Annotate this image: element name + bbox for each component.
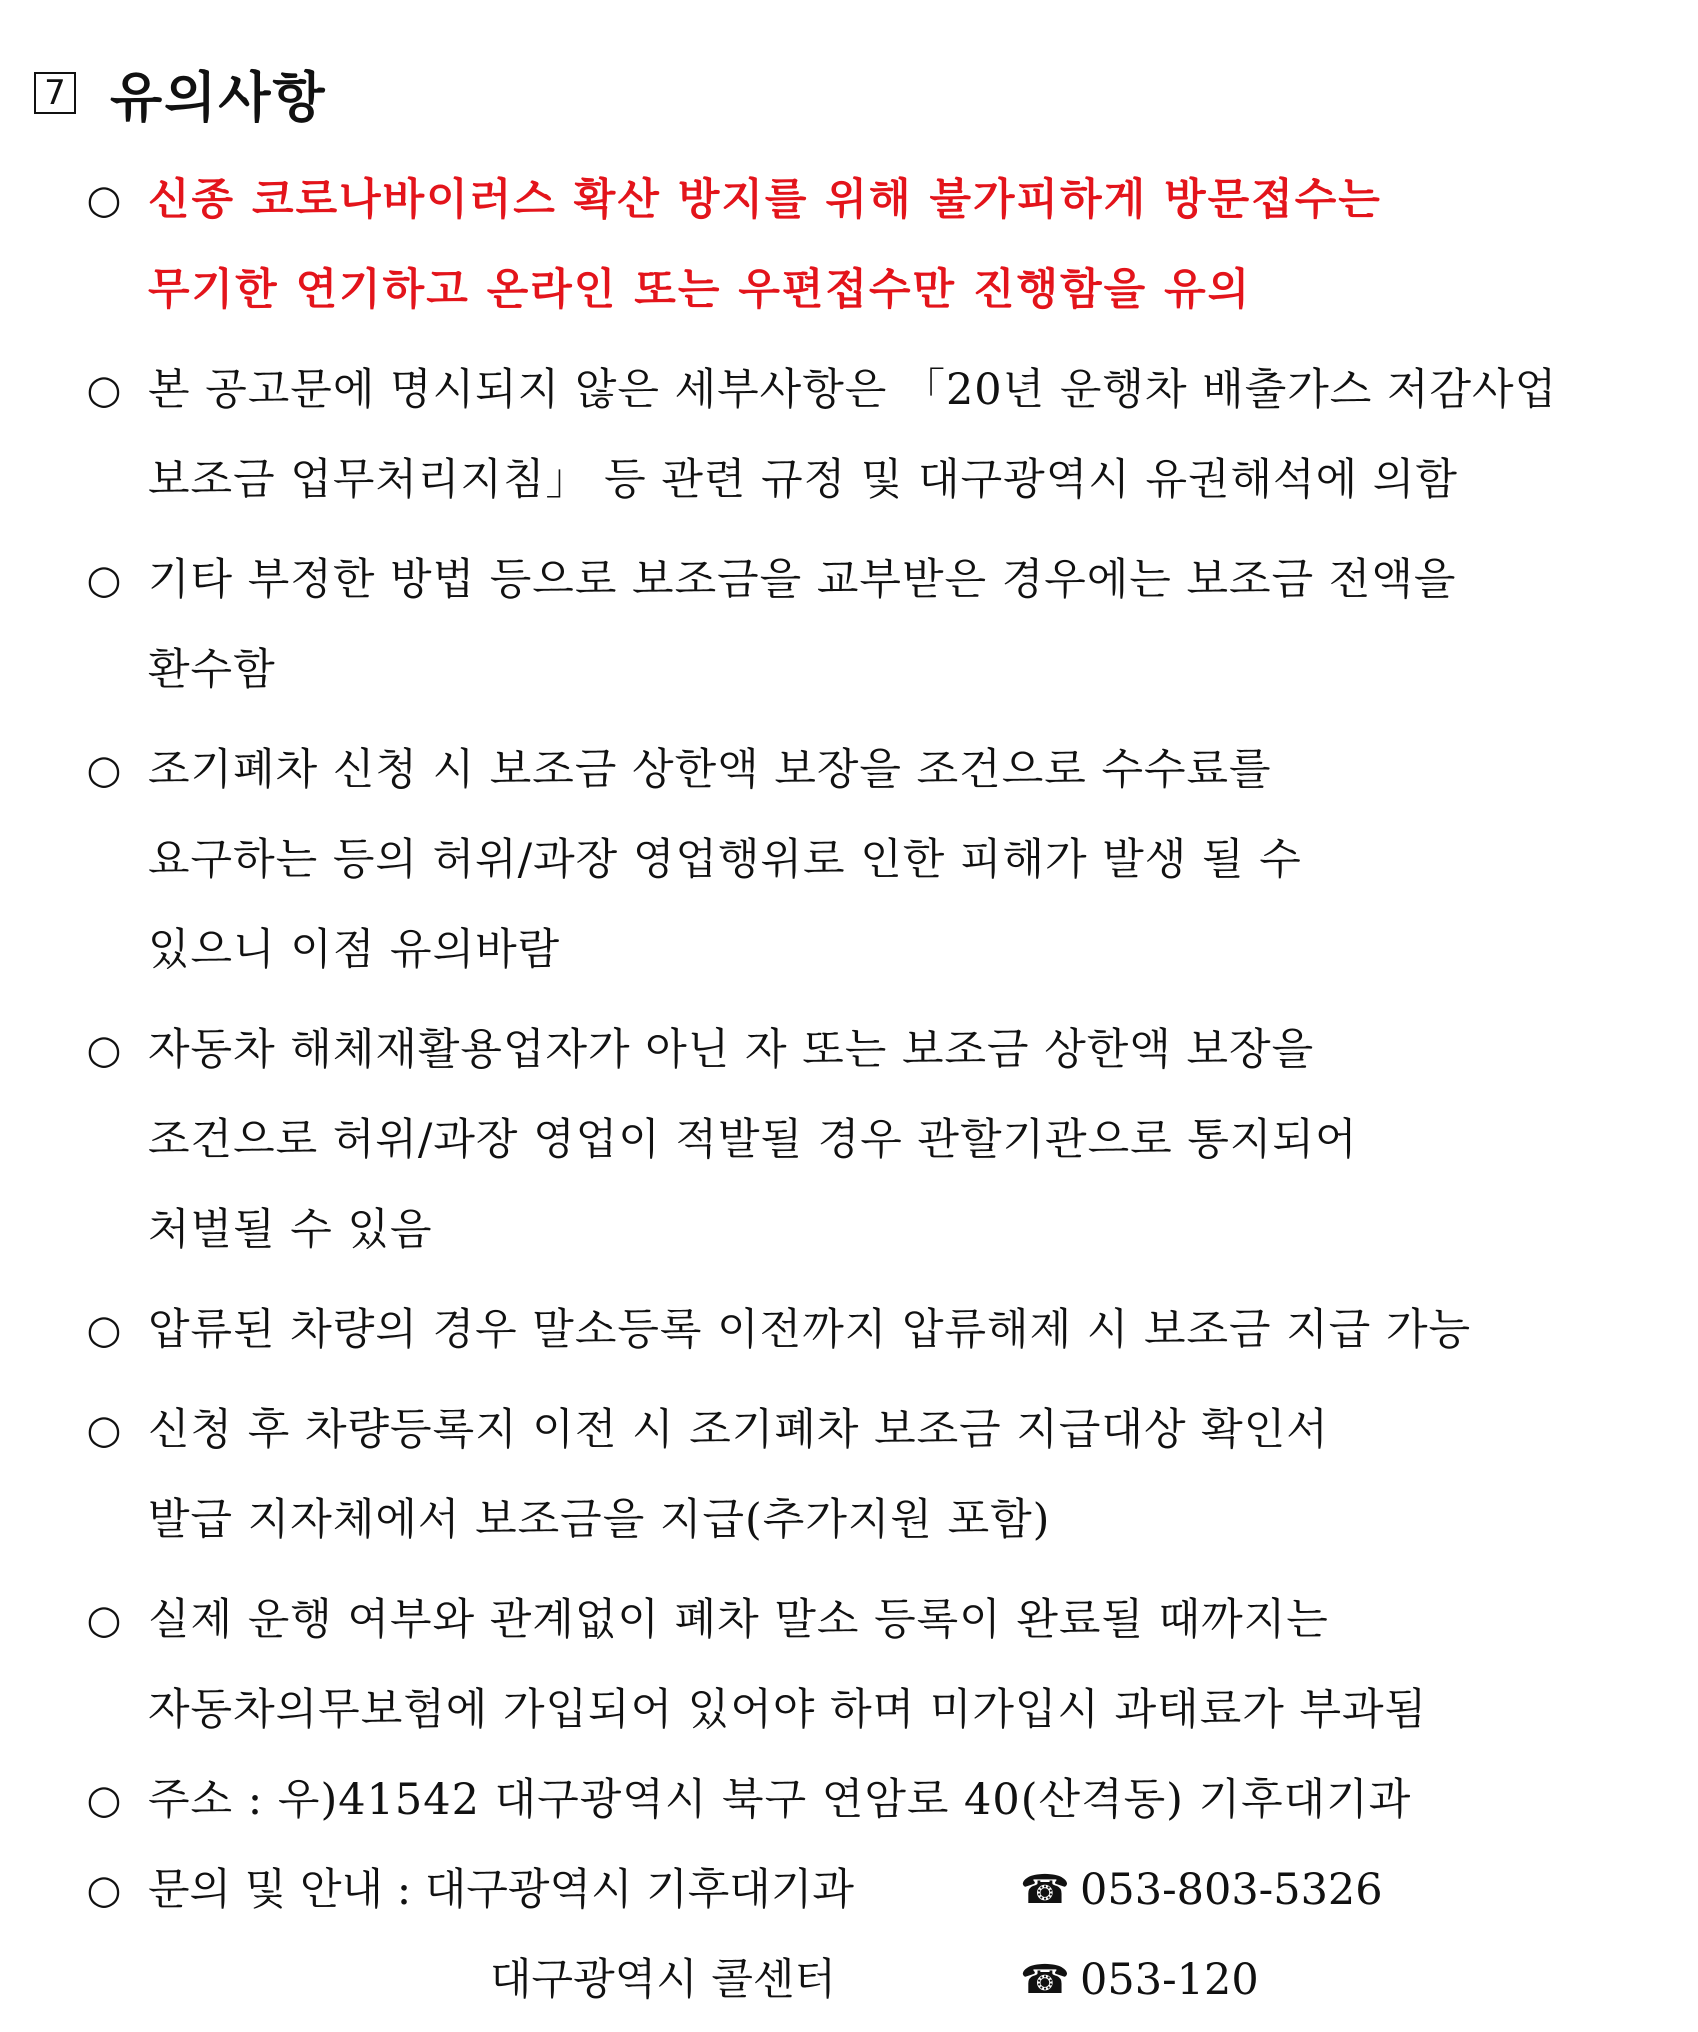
bullet-icon: ○ [86,1027,122,1073]
notice-line: 자동차의무보험에 가입되어 있어야 하며 미가입시 과태료가 부과됨 [148,1685,1428,1735]
notice-item-regulations [80,345,1640,525]
bullet-icon: ○ [86,1867,122,1913]
bullet-icon: ○ [86,1777,122,1823]
bullet-icon: ○ [86,1307,122,1353]
phone-number-department: 053-803-5326 [1080,1865,1383,1915]
contact-row-callcenter [80,1935,1640,2025]
contact-row-department [80,1845,1640,1935]
bullet-icon: ○ [86,1407,122,1453]
phone-number-callcenter: 053-120 [1080,1955,1259,2005]
notice-item-refund [80,535,1640,715]
notice-line: 조기폐차 신청 시 보조금 상한액 보장을 조건으로 수수료를 [148,745,1272,795]
bullet-icon: ○ [86,1597,122,1643]
notice-line: 신청 후 차량등록지 이전 시 조기폐차 보조금 지급대상 확인서 [148,1405,1329,1455]
notice-item-fee-warning [80,725,1640,995]
notice-item-address [80,1755,1640,1845]
bullet-icon: ○ [86,557,122,603]
notice-item-covid [80,155,1640,335]
notice-line: 기타 부정한 방법 등으로 보조금을 교부받은 경우에는 보조금 전액을 [148,555,1457,605]
notice-line: 보조금 업무처리지침」 등 관련 규정 및 대구광역시 유권해석에 의함 [148,455,1458,505]
address-line: 주소 : 우)41542 대구광역시 북구 연암로 40(산격동) 기후대기과 [148,1775,1412,1825]
notice-line: 처벌될 수 있음 [148,1205,433,1255]
section-heading [34,58,327,128]
bullet-icon: ○ [86,367,122,413]
contact-label: 문의 및 안내 : 대구광역시 기후대기과 [148,1865,854,1915]
notice-line: 무기한 연기하고 온라인 또는 우편접수만 진행함을 유의 [148,265,1252,315]
notice-line: 발급 지자체에서 보조금을 지급(추가지원 포함) [148,1495,1051,1545]
notice-line: 자동차 해체재활용업자가 아닌 자 또는 보조금 상한액 보장을 [148,1025,1315,1075]
section-title: 유의사항 [110,65,327,129]
notice-line: 환수함 [148,645,276,695]
notice-item-insurance [80,1575,1640,1755]
section-number-box: 7 [34,72,76,114]
notice-line: 본 공고문에 명시되지 않은 세부사항은 「20년 운행차 배출가스 저감사업 [148,365,1558,415]
notice-line: 신종 코로나바이러스 확산 방지를 위해 불가피하게 방문접수는 [148,175,1382,225]
notice-line: 있으니 이점 유의바람 [148,925,561,975]
notice-line: 압류된 차량의 경우 말소등록 이전까지 압류해제 시 보조금 지급 가능 [148,1305,1472,1355]
notice-item-seizure [80,1285,1640,1375]
notice-item-penalty [80,1005,1640,1275]
bullet-icon: ○ [86,747,122,793]
notice-line: 조건으로 허위/과장 영업이 적발될 경우 관할기관으로 통지되어 [148,1115,1358,1165]
bullet-icon: ○ [86,177,122,223]
phone-icon: ☎ [1020,1957,1070,2003]
callcenter-label: 대구광역시 콜센터 [490,1955,836,2005]
notice-line: 실제 운행 여부와 관계없이 폐차 말소 등록이 완료될 때까지는 [148,1595,1329,1645]
contact-section [80,1845,1640,2025]
notice-line: 요구하는 등의 허위/과장 영업행위로 인한 피해가 발생 될 수 [148,835,1302,885]
phone-icon: ☎ [1020,1867,1070,1913]
notice-item-relocation [80,1385,1640,1565]
